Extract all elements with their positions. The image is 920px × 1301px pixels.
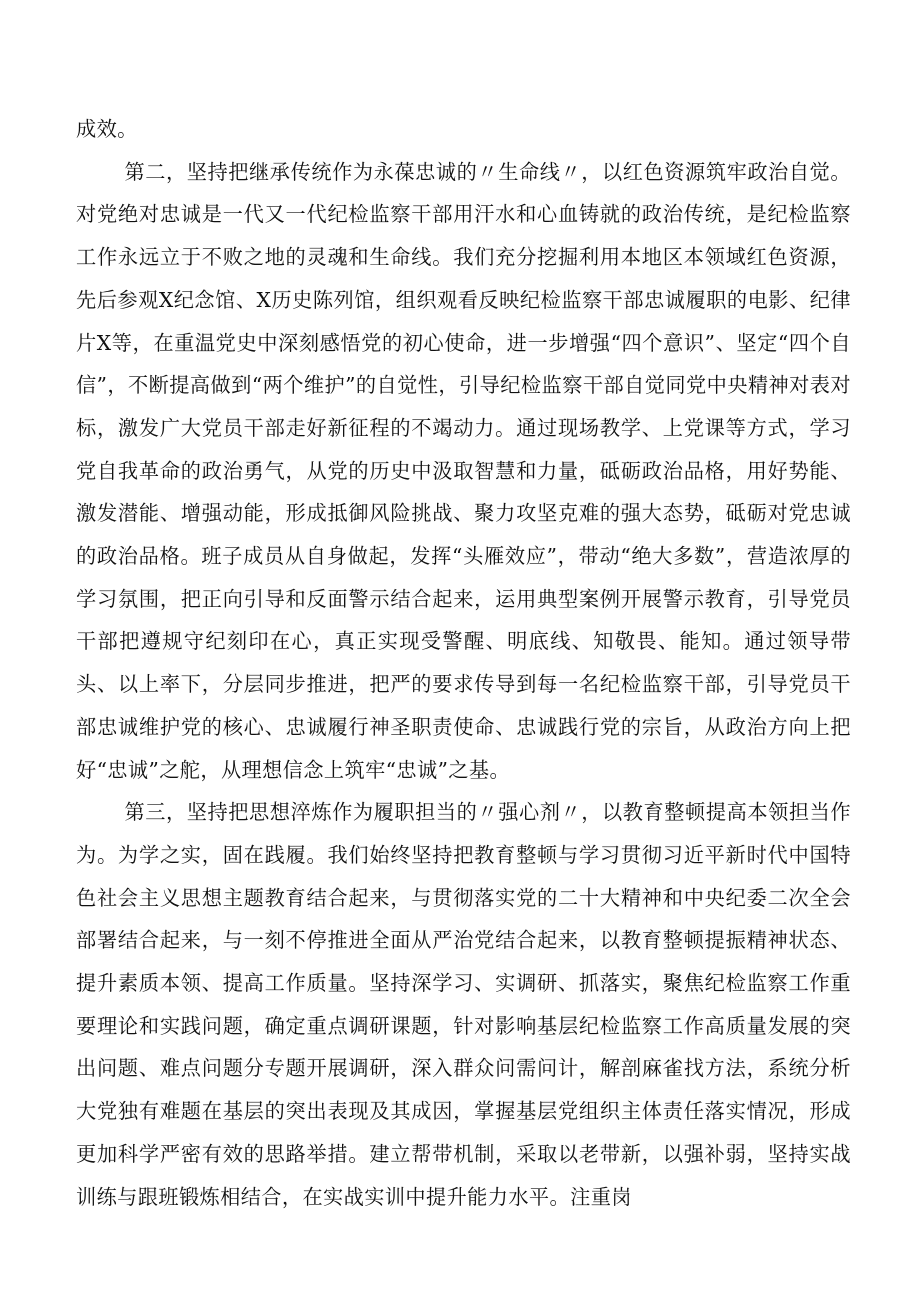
document-page xyxy=(76,108,851,1218)
paragraph-continuation: 成效。 xyxy=(76,117,138,141)
paragraph-second-point: 第二，坚持把继承传统作为永葆忠诚的〃生命线〃，以红色资源筑牢政治自觉。对党绝对忠诚是一代又一代纪检监察干部用汗水和心血铸就的政治传统，是纪检监察工作永远立于不败之地的灵魂和生命线。我们充分挖掘利用本地区本领域红色资源，先后参观X纪念馆、X历史陈列馆，组织观看反映纪检监察干部忠诚履职的电影、纪律片X等，在重温党史中深刻感悟党的初心使命，进一步增强“四个意识”、坚定“四个自信”，不断提高做到“两个维护”的自觉性，引导纪检监察干部自觉同党中央精神对表对标，激发广大党员干部走好新征程的不竭动力。通过现场教学、上党课等方式，学习党自我革命的政治勇气，从党的历史中汲取智慧和力量，砥砺政治品格，用好势能、激发潜能、增强动能，形成抵御风险挑战、聚力攻坚克难的强大态势，砥砺对党忠诚的政治品格。班子成员从自身做起，发挥“头雁效应”，带动“绝大多数”，营造浓厚的学习氛围，把正向引导和反面警示结合起来，运用典型案例开展警示教育，引导党员干部把遵规守纪刻印在心，真正实现受警醒、明底线、知敬畏、能知。通过领导带头、以上率下，分层同步推进，把严的要求传导到每一名纪检监察干部，引导党员干部忠诚维护党的核心、忠诚履行神圣职责使命、忠诚践行党的宗旨，从政治方向上把好“忠诚”之舵，从理想信念上筑牢“忠诚”之基。 xyxy=(76,159,851,782)
paragraph-third-point: 第三，坚持把思想淬炼作为履职担当的〃强心剂〃，以教育整顿提高本领担当作为。为学之实，固在践履。我们始终坚持把教育整顿与学习贯彻习近平新时代中国特色社会主义思想主题教育结合起来，与贯彻落实党的二十大精神和中央纪委二次全会部署结合起来，与一刻不停推进全面从严治党结合起来，以教育整顿提振精神状态、提升素质本领、提高工作质量。坚持深学习、实调研、抓落实，聚焦纪检监察工作重要理论和实践问题，确定重点调研课题，针对影响基层纪检监察工作高质量发展的突出问题、难点问题分专题开展调研，深入群众问需问计，解剖麻雀找方法，系统分析大党独有难题在基层的突出表现及其成因，掌握基层党组织主体责任落实情况，形成更加科学严密有效的思路举措。建立帮带机制，采取以老带新，以强补弱，坚持实战训练与跟班锻炼相结合，在实战实训中提升能力水平。注重岗 xyxy=(76,800,851,1209)
